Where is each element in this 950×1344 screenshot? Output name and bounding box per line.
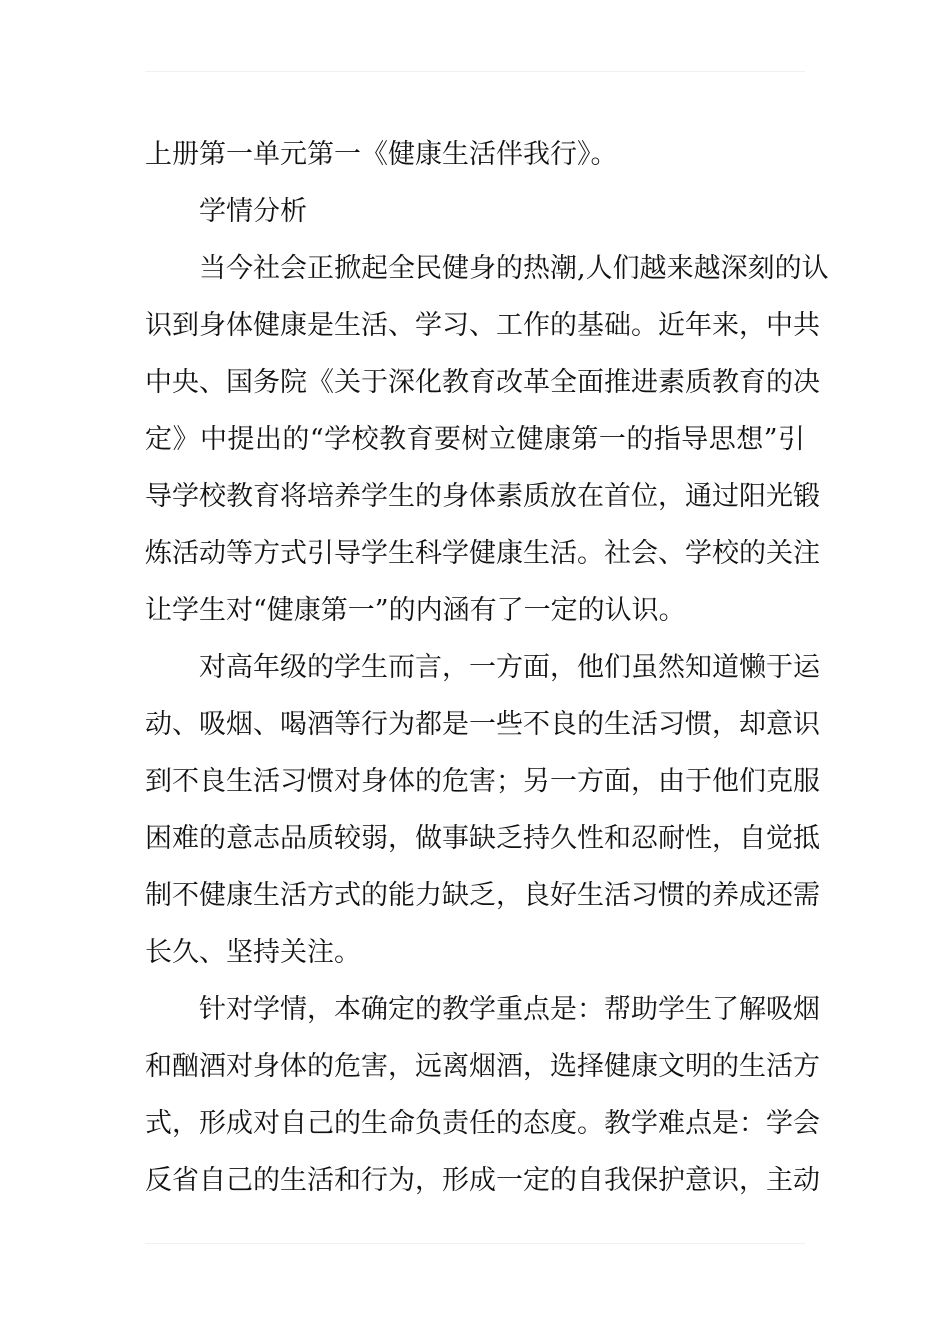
text-line: 困难的意志品质较弱，做事缺乏持久性和忍耐性，自觉抵 — [145, 823, 820, 854]
text-line: 到不良生活习惯对身体的危害；另一方面，由于他们克服 — [145, 766, 820, 797]
header-divider — [145, 71, 805, 72]
text-line: 中央、国务院《关于深化教育改革全面推进素质教育的决 — [145, 367, 820, 398]
text-line: 当今社会正掀起全民健身的热潮,人们越来越深刻的认 — [199, 253, 829, 284]
text-line: 反省自己的生活和行为，形成一定的自我保护意识，主动 — [145, 1165, 820, 1196]
text-line: 式，形成对自己的生命负责任的态度。教学难点是：学会 — [145, 1108, 820, 1139]
text-line: 制不健康生活方式的能力缺乏，良好生活习惯的养成还需 — [145, 880, 820, 911]
footer-divider — [145, 1243, 805, 1244]
text-line: 上册第一单元第一《健康生活伴我行》。 — [145, 139, 618, 170]
text-line: 让学生对“健康第一”的内涵有了一定的认识。 — [145, 595, 686, 626]
text-line: 对高年级的学生而言，一方面，他们虽然知道懒于运 — [199, 652, 820, 683]
document-body — [145, 126, 829, 1209]
text-line: 针对学情，本确定的教学重点是：帮助学生了解吸烟 — [199, 994, 820, 1025]
text-line: 导学校教育将培养学生的身体素质放在首位，通过阳光锻 — [145, 481, 820, 512]
text-line: 炼活动等方式引导学生科学健康生活。社会、学校的关注 — [145, 538, 820, 569]
section-heading: 学情分析 — [199, 196, 307, 227]
text-line: 定》中提出的“学校教育要树立健康第一的指导思想”引 — [145, 424, 805, 455]
text-line: 长久、坚持关注。 — [145, 937, 361, 968]
text-line: 和酗酒对身体的危害，远离烟酒，选择健康文明的生活方 — [145, 1051, 820, 1082]
text-line: 动、吸烟、喝酒等行为都是一些不良的生活习惯，却意识 — [145, 709, 820, 740]
text-line: 识到身体健康是生活、学习、工作的基础。近年来，中共 — [145, 310, 820, 341]
